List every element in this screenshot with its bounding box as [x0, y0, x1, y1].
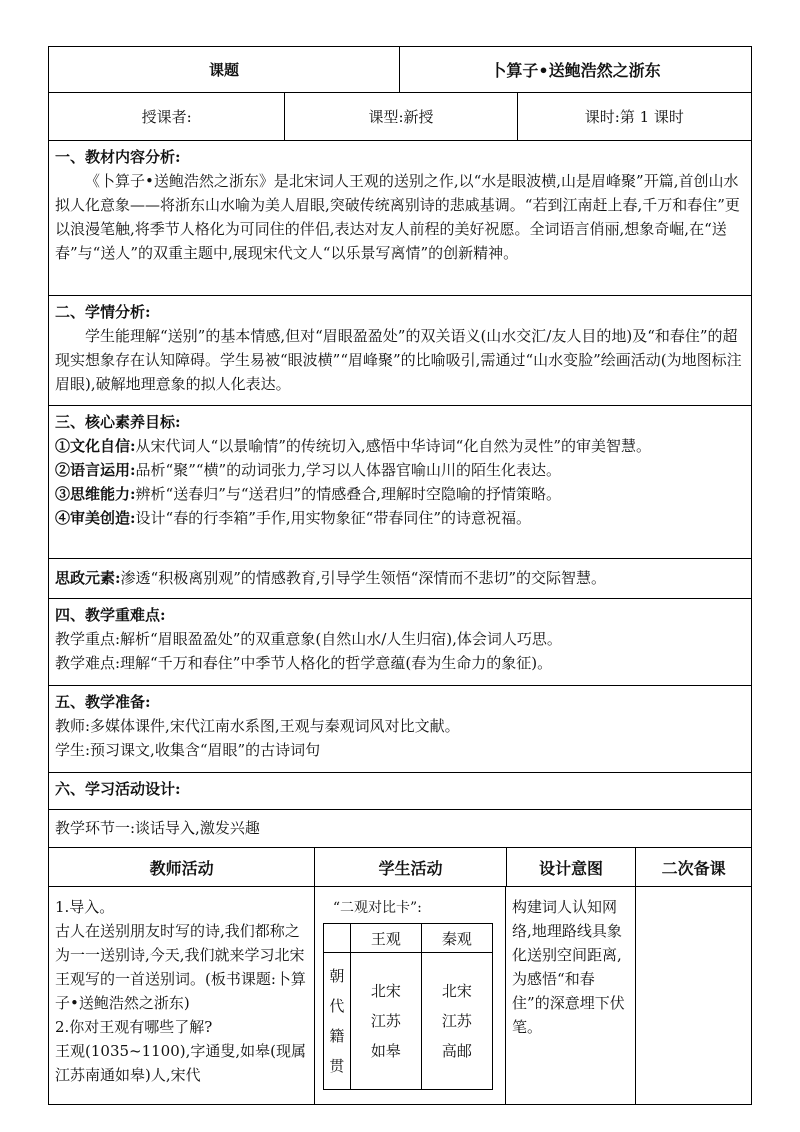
activity-body-row	[48, 887, 752, 1105]
topic-label: 课题	[208, 61, 239, 79]
comparison-card-table	[323, 923, 493, 1090]
design-intent-cell: 构建词人认知网络,地理路线具象化送别空间距离,为感悟“和春住”的深意埋下伏笔。	[505, 887, 634, 1104]
header-teacher-activity: 教师活动	[149, 858, 214, 878]
section-title: 四、教学重难点:	[55, 606, 166, 624]
difficult-point: 教学难点:理解“千万和春住”中季节人格化的哲学意蕴(春为生命力的象征)。	[55, 654, 553, 672]
card-col-qin: 秦观	[421, 924, 492, 953]
teacher-activity-cell	[49, 887, 314, 1104]
section-title: 二、学情分析:	[55, 303, 151, 321]
card-col-wang: 王观	[350, 924, 421, 953]
section-title: 一、教材内容分析:	[55, 148, 181, 166]
section-key-difficult	[48, 599, 752, 686]
section-preparation	[48, 686, 752, 773]
second-prep-cell	[635, 887, 751, 1104]
section-title: 三、核心素养目标:	[55, 413, 181, 431]
header-student-activity: 学生活动	[314, 848, 505, 886]
teacher-label: 授课者:	[141, 108, 192, 126]
section-text: 《卜算子•送鲍浩然之浙东》是北宋词人王观的送别之作,以“水是眼波横,山是眉峰聚”开篇,首创山水拟人化意象——将浙东山水喻为美人眉眼,突破传统离别诗的悲戚基调。“若到江南赶上春,千万和春住”更以浪漫笔触,将季节人格化为可同住的伴侣,表达对友人前程的美好祝愿。全词语言俏丽,想象奇崛,在“送春”与“送人”的双重主题中,展现宋代文人“以乐景写离情”的创新精神。	[55, 172, 740, 262]
topic-row	[48, 46, 752, 93]
section-title: 五、教学准备:	[55, 693, 151, 711]
step-text: 教学环节一:谈话导入,激发兴趣	[55, 819, 260, 837]
section-title: 六、学习活动设计:	[55, 780, 181, 798]
topic-value: 卜算子•送鲍浩然之浙东	[399, 47, 751, 92]
header-design-intent: 设计意图	[506, 848, 636, 886]
section-text: 学生能理解“送别”的基本情感,但对“眉眼盈盈处”的双关语义(山水交汇/友人目的地)及“和春住”的超现实想象存在认知障碍。学生易被“眼波横”“眉峰聚”的比喻吸引,需通过“山水变脸”绘画活动(为地图标注眉眼),破解地理意象的拟人化表达。	[55, 327, 742, 393]
header-second-prep: 二次备课	[635, 848, 751, 886]
card-qin-values: 北宋 江苏 高邮	[421, 953, 492, 1090]
goal-item: ③思维能力:辨析“送春归”与“送君归”的情感叠合,理解时空隐喻的抒情策略。	[55, 485, 561, 503]
card-wang-values: 北宋 江苏 如皋	[350, 953, 421, 1090]
lesson-period: 课时:第 1 课时	[517, 93, 751, 140]
comparison-card-title: “二观对比卡”:	[332, 900, 422, 916]
goal-item: ①文化自信:从宋代词人“以景喻情”的传统切入,感悟中华诗词“化自然为灵性”的审美智慧。	[55, 437, 651, 455]
student-prep: 学生:预习课文,收集含“眉眼”的古诗词句	[55, 741, 321, 759]
goal-item: ②语言运用:品析“聚”“横”的动词张力,学习以人体器官喻山川的陌生化表达。	[55, 461, 561, 479]
teacher-line: 王观(1035~1100),字通叟,如皋(现属江苏南通如皋)人,宋代	[55, 1042, 307, 1084]
section-textbook-analysis	[48, 141, 752, 296]
section-ideology	[48, 559, 752, 599]
activity-header-row	[48, 848, 752, 887]
lesson-type: 课型:新授	[284, 93, 516, 140]
section-learner-analysis	[48, 296, 752, 406]
section-activity-design	[48, 773, 752, 810]
section-core-goals	[48, 406, 752, 559]
teacher-line: 古人在送别朋友时写的诗,我们都称之为一一送别诗,今天,我们就来学习北宋王观写的一首送别词。(板书课题:卜算子•送鲍浩然之浙东)	[55, 922, 306, 1012]
goal-item: ④审美创造:设计“春的行李箱”手作,用实物象征“带春同住”的诗意祝福。	[55, 509, 531, 527]
teaching-step-1	[48, 810, 752, 848]
teacher-prep: 教师:多媒体课件,宋代江南水系图,王观与秦观词风对比文献。	[55, 717, 460, 735]
teacher-line: 2.你对王观有哪些了解?	[55, 1018, 213, 1036]
student-activity-cell	[314, 887, 505, 1104]
key-point: 教学重点:解析“眉眼盈盈处”的双重意象(自然山水/人生归宿),体会词人巧思。	[55, 630, 562, 648]
info-row	[48, 93, 752, 141]
card-row-label: 朝代籍贯	[323, 953, 350, 1090]
ideology-label: 思政元素:	[55, 569, 121, 587]
lesson-plan-page	[48, 46, 752, 1105]
teacher-line: 1.导入。	[55, 898, 115, 916]
ideology-text: 渗透“积极离别观”的情感教育,引导学生领悟“深情而不悲切”的交际智慧。	[120, 569, 606, 587]
